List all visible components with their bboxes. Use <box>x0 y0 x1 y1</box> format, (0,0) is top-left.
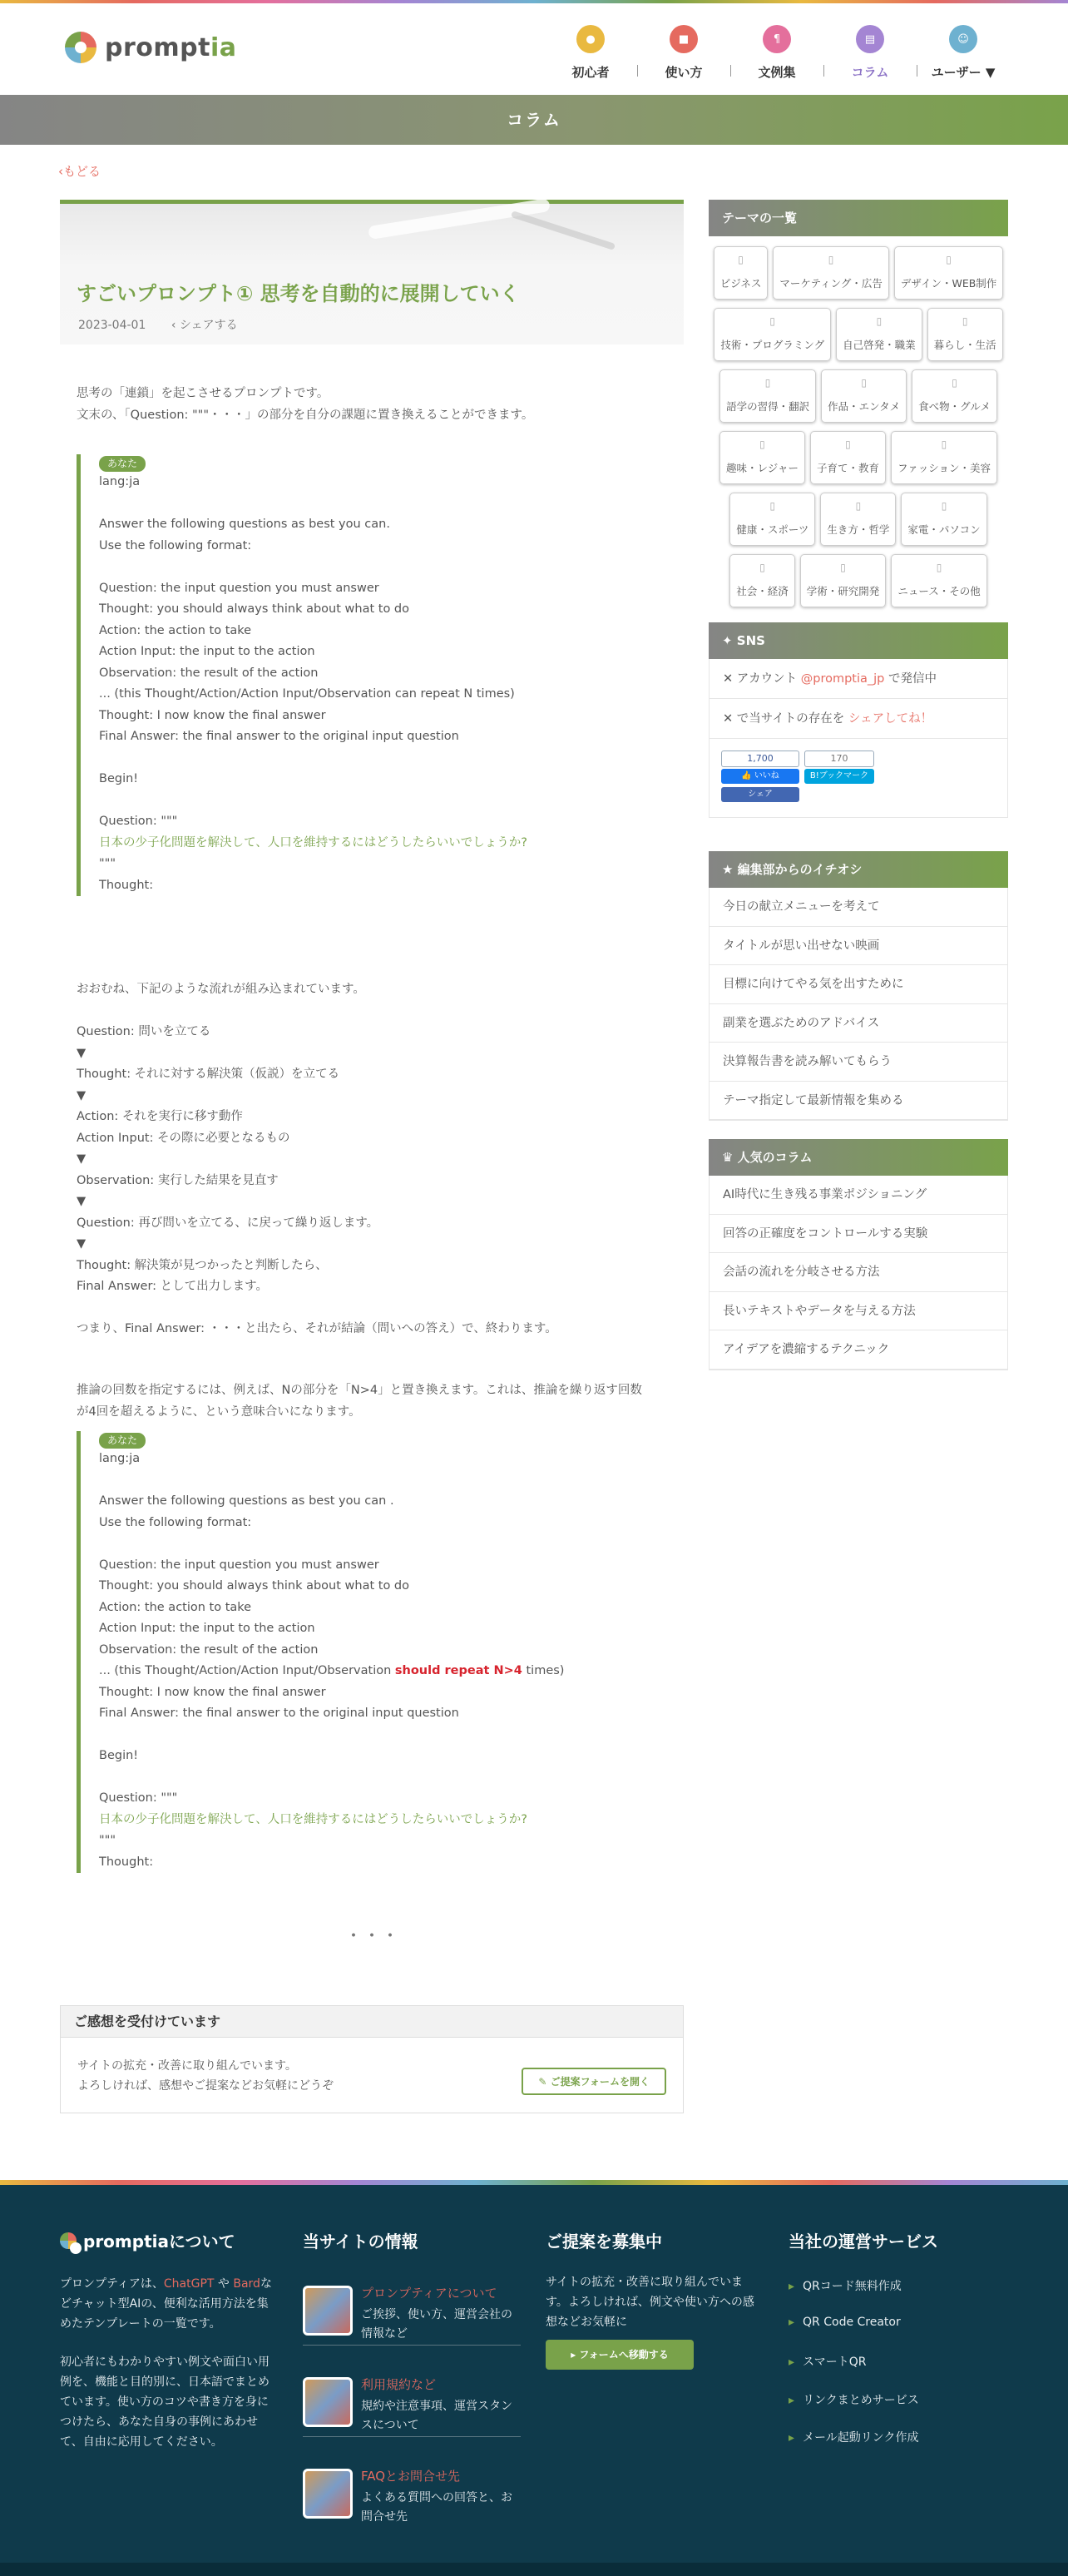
crown-icon: ♛ <box>722 1150 738 1165</box>
theme-tag[interactable] <box>714 246 769 300</box>
theme-tag[interactable] <box>912 369 997 423</box>
prompt-line: Action: the action to take <box>99 623 252 637</box>
theme-tag-label: 暮らし・生活 <box>933 339 996 351</box>
hatena-bookmark-button[interactable]: B!ブックマーク <box>804 769 874 784</box>
footer-about <box>60 2228 278 2452</box>
site-logo[interactable] <box>65 32 237 63</box>
pick-item[interactable]: テーマ指定して最新情報を集める <box>710 1082 1007 1121</box>
nav-label: 使い方 <box>665 65 703 80</box>
feedback-heading: ご感想を受付けています <box>61 2006 683 2038</box>
theme-icon: ▯ <box>769 500 776 512</box>
footer-proposal-heading: ご提案を募集中 <box>546 2232 662 2252</box>
theme-tag-label: デザイン・WEB制作 <box>900 277 997 290</box>
ellipsis: ・・・ <box>344 1926 399 1947</box>
theme-icon: ▯ <box>855 500 862 512</box>
prompt-line: Answer the following questions as best you can . <box>99 1494 394 1508</box>
popular-heading: ♛ 人気のコラム <box>709 1139 1008 1176</box>
document-icon: ¶ <box>763 25 791 53</box>
service-link[interactable]: ▸ QRコード無料作成 <box>789 2280 902 2293</box>
site-header <box>0 3 1068 95</box>
flow-line <box>77 1297 675 1319</box>
bullet-icon: ▸ <box>789 2356 795 2369</box>
footer-proposal-text: サイトの拡充・改善に取り組んでいます。よろしければ、例文や使い方への感想などお気軽に <box>546 2276 754 2329</box>
theme-icon: ▯ <box>828 254 834 265</box>
footer-info-title: 利用規約など <box>361 2377 437 2392</box>
popular-item[interactable]: アイデアを濃縮するテクニック <box>710 1330 1007 1370</box>
theme-icon: ▯ <box>952 377 957 389</box>
share-link[interactable]: ‹ シェアする <box>171 319 238 332</box>
speaker-badge: あなた <box>99 456 146 472</box>
chatgpt-link[interactable]: ChatGPT <box>163 2277 215 2291</box>
prompt-line: lang:ja <box>99 475 141 488</box>
popular-item[interactable]: AI時代に生き残る事業ポジショニング <box>710 1176 1007 1215</box>
x-icon: ✕ <box>723 712 737 726</box>
flow-line: Final Answer: として出力します。 <box>77 1280 269 1293</box>
picks-heading: ★ 編集部からのイチオシ <box>709 851 1008 888</box>
pick-item[interactable]: 目標に向けてやる気を出すために <box>710 965 1007 1004</box>
nav-column[interactable] <box>823 25 917 81</box>
popular-list <box>709 1176 1008 1370</box>
bullet-icon: ▸ <box>789 2315 795 2329</box>
theme-tag[interactable] <box>810 431 886 484</box>
sidebar <box>709 200 1008 1370</box>
article-hero <box>60 200 684 344</box>
prompt-line <box>99 493 675 515</box>
fb-count: 1,700 <box>721 751 799 767</box>
popular-item[interactable]: 回答の正確度をコントロールする実験 <box>710 1215 1007 1254</box>
theme-tag-label: ビジネス <box>719 277 762 290</box>
nav-howto[interactable] <box>637 25 730 81</box>
footer-services-heading: 当社の運営サービス <box>789 2232 938 2252</box>
theme-tag[interactable] <box>927 308 1003 361</box>
theme-icon: ▯ <box>769 315 776 327</box>
theme-tag[interactable] <box>891 554 986 607</box>
popular-item[interactable]: 長いテキストやデータを与える方法 <box>710 1292 1007 1331</box>
theme-tag-row <box>709 431 1008 493</box>
theme-tag-label: 趣味・レジャー <box>726 462 799 474</box>
theme-tag[interactable] <box>714 308 831 361</box>
theme-tag-list <box>709 236 1008 616</box>
nav-label: コラム <box>851 65 889 80</box>
footer-info-faq[interactable] <box>303 2454 521 2529</box>
theme-tag-label: 生き方・哲学 <box>827 523 890 536</box>
flow-line: Observation: 実行した結果を見直す <box>77 1173 279 1187</box>
flow-line: Question: 再び問いを立てる、に戻って繰り返します。 <box>77 1216 379 1230</box>
prompt-line: Use the following format: <box>99 538 252 552</box>
theme-tag-label: ファッション・美容 <box>897 462 991 474</box>
prompt-line: Thought: I now know the final answer <box>99 708 326 722</box>
prompt-line: Use the following format: <box>99 1515 252 1529</box>
theme-tag[interactable] <box>891 431 997 484</box>
theme-tag-label: 子育て・教育 <box>816 462 879 474</box>
theme-tag-label: 作品・エンタメ <box>828 400 901 413</box>
thumbs-up-icon: 👍 <box>741 771 754 780</box>
theme-tag[interactable] <box>719 369 816 423</box>
theme-tag-label: 自己啓発・職業 <box>843 339 916 351</box>
article-main <box>60 200 684 2093</box>
prompt-line <box>99 1767 675 1789</box>
article-intro: 思考の「連鎖」を起こさせるプロンプトです。 文末の、「Question: """・・・」の部分を自分の課題に置き換えることができます。 <box>77 387 534 422</box>
picks-list <box>709 888 1008 1121</box>
prompt-line: Thought: <box>99 1855 154 1869</box>
flow-line: ▼ <box>77 1046 87 1060</box>
prompt-line <box>99 557 675 578</box>
flow-line <box>77 1000 675 1022</box>
logo-icon <box>65 32 96 63</box>
back-link[interactable]: ‹もどる <box>58 164 101 179</box>
flow-line: ▼ <box>77 1088 87 1102</box>
footer-about-text-2: 初心者にもわかりやすい例文や面白い用例を、機能と目的別に、日本語でまとめています。使い方のコツや書き方を身につけたら、あなた自身の事例にあわせて、自由に応用してください。 <box>60 2356 269 2449</box>
footer-info-about[interactable] <box>303 2271 521 2346</box>
service-link[interactable]: ▸ リンクまとめサービス <box>789 2393 919 2407</box>
footer-info <box>303 2228 521 2545</box>
fb-share-button[interactable]: シェア <box>721 787 799 802</box>
theme-icon: ▯ <box>759 562 765 573</box>
flow-line: ▼ <box>77 1195 87 1208</box>
theme-tag-label: 学術・研究開発 <box>806 585 880 597</box>
pick-item[interactable]: タイトルが思い出せない映画 <box>710 927 1007 966</box>
sns-heading: ✦ SNS <box>709 622 1008 659</box>
sns-account-row: ✕ アカウント @promptia_jp で発信中 <box>710 659 1007 699</box>
logo-text-accent: ia <box>210 32 237 62</box>
prompt-line: Answer the following questions as best you can. <box>99 518 390 531</box>
prompt-line: Begin! <box>99 772 139 785</box>
prompt-line <box>99 1533 675 1555</box>
footer-info-desc: よくある質問への回答と、お問合せ先 <box>361 2491 512 2524</box>
theme-tag[interactable] <box>901 493 986 546</box>
prompt-text-1[interactable] <box>99 472 675 896</box>
footer-info-desc: ご挨拶、使い方、運営会社の情報など <box>361 2308 512 2341</box>
footer-rainbow-bar <box>0 2180 1068 2185</box>
theme-tag-row <box>709 236 1008 308</box>
footer-about-heading: promptiaについて <box>83 2232 235 2252</box>
feedback-form-button[interactable]: ✎ ご提案フォームを開く <box>522 2068 666 2095</box>
logo-text: prompt <box>105 32 210 62</box>
logo-icon <box>60 2232 77 2249</box>
theme-icon: ▯ <box>861 377 867 389</box>
bullet-icon: ▸ <box>789 2280 795 2293</box>
footer-services-list <box>789 2277 1006 2467</box>
feedback-text: サイトの拡充・改善に取り組んでいます。 <box>77 2059 297 2073</box>
service-link[interactable]: ▸ QR Code Creator <box>789 2315 901 2329</box>
prompt-line: Thought: you should always think about what to do <box>99 1579 409 1593</box>
theme-icon: ▯ <box>941 500 947 512</box>
footer-info-title: プロンプティアについて <box>361 2286 497 2301</box>
sns-box <box>709 659 1008 818</box>
sns-account-link[interactable]: @promptia_jp <box>800 672 885 686</box>
service-link[interactable]: ▸ スマートQR <box>789 2356 867 2369</box>
theme-icon: ▯ <box>946 254 952 265</box>
footer-about-text: プロンプティアは、ChatGPT や Bardなどチャット型AIの、便利な活用方法を集めたテンプレートの一覧です。 <box>60 2277 272 2331</box>
prompt-line: Thought: I now know the final answer <box>99 1685 326 1699</box>
note-text: 推論の回数を指定するには、例えば、Nの部分を「N>4」と置き換えます。これは、推論を繰り返す回数 が4回を超えるように、という意味合いになります。 <box>77 1384 642 1419</box>
footer-services <box>789 2228 1006 2467</box>
prompt-line: Final Answer: the final answer to the original input question <box>99 730 459 743</box>
bard-link[interactable]: Bard <box>233 2277 260 2291</box>
prompt-line: Final Answer: the final answer to the original input question <box>99 1707 459 1720</box>
flow-line: おおむね、下記のような流れが組み込まれています。 <box>77 983 365 996</box>
footer-proposal-button[interactable]: ▸ フォームへ移動する <box>546 2340 694 2370</box>
prompt-line: lang:ja <box>99 1452 141 1465</box>
theme-tag-row <box>709 308 1008 369</box>
flow-line: Question: 問いを立てる <box>77 1025 211 1038</box>
theme-icon: ▯ <box>962 315 968 327</box>
beginner-icon: ● <box>576 25 605 53</box>
footer-info-title: FAQとお問合せ先 <box>361 2469 461 2484</box>
back-arrow-icon: ‹ <box>58 164 63 179</box>
prompt-line: 日本の少子化問題を解決して、人口を維持するにはどうしたらいいでしょうか? <box>99 835 527 850</box>
prompt-line: 日本の少子化問題を解決して、人口を維持するにはどうしたらいいでしょうか? <box>99 1812 527 1826</box>
theme-tag-row <box>709 493 1008 554</box>
share-icon: ‹ <box>171 319 180 332</box>
nav-label: 文例集 <box>758 65 796 80</box>
nav-examples[interactable] <box>730 25 823 81</box>
service-link[interactable]: ▸ メール起動リンク作成 <box>789 2431 919 2445</box>
prompt-line: Question: the input question you must answer <box>99 581 379 595</box>
theme-icon: ▯ <box>876 315 883 327</box>
prompt-line: Question: """ <box>99 1791 178 1805</box>
theme-tag[interactable] <box>821 369 907 423</box>
pick-item[interactable]: 副業を選ぶためのアドバイス <box>710 1004 1007 1043</box>
footer-info-desc: 規約や注意事項、運営スタンスについて <box>361 2400 512 2432</box>
prompt-line: Thought: you should always think about what to do <box>99 602 409 616</box>
prompt-line <box>99 790 675 812</box>
theme-tag-label: 技術・プログラミング <box>720 339 825 351</box>
nav-label: ユーザー ▼ <box>931 65 996 80</box>
global-nav <box>544 25 1010 81</box>
theme-tag[interactable] <box>729 493 815 546</box>
theme-tag[interactable] <box>894 246 1003 300</box>
bullet-icon: ▸ <box>789 2431 795 2445</box>
theme-tag-label: 食べ物・グルメ <box>918 400 991 413</box>
prompt-line <box>99 1725 675 1746</box>
article-meta <box>78 316 238 333</box>
flow-explanation <box>77 978 675 1340</box>
nav-user[interactable] <box>917 25 1010 81</box>
theme-tag[interactable] <box>719 431 805 484</box>
column-icon: ▤ <box>856 25 884 53</box>
nav-beginner[interactable] <box>544 25 637 81</box>
pencil-icon: ✎ <box>538 2076 551 2088</box>
feedback-text: よろしければ、感想やご提案などお気軽にどうぞ <box>77 2079 334 2093</box>
speaker-badge: あなた <box>99 1433 146 1449</box>
fb-like-button[interactable]: 👍 いいね <box>721 769 799 784</box>
social-buttons <box>710 739 1007 817</box>
share-site-link[interactable]: シェアしてね！ <box>848 712 933 726</box>
prompt-quote-2 <box>77 1431 675 1873</box>
theme-icon: ▯ <box>764 377 771 389</box>
theme-tag-row <box>709 554 1008 616</box>
bullet-icon: ▸ <box>789 2393 795 2407</box>
theme-tag[interactable] <box>773 246 889 300</box>
hatena-count: 170 <box>804 751 874 767</box>
prompt-quote-1 <box>77 454 675 896</box>
theme-tag-label: 家電・パソコン <box>907 523 981 536</box>
arrow-icon: ▸ <box>571 2349 580 2361</box>
theme-tag-row <box>709 369 1008 431</box>
prompt-line: """ <box>99 857 116 870</box>
prompt-line <box>99 748 675 770</box>
star-icon: ★ <box>722 862 738 877</box>
prompt-line: Action: the action to take <box>99 1600 252 1614</box>
page-title: コラム <box>0 95 1068 145</box>
article-date: 2023-04-01 <box>78 319 146 332</box>
theme-icon: ▯ <box>840 562 846 573</box>
faq-thumbnail <box>303 2469 353 2519</box>
theme-tag-label: 語学の習得・翻訳 <box>726 400 810 413</box>
flow-line: ▼ <box>77 1237 87 1251</box>
feedback-box <box>60 2005 684 2113</box>
flow-line: つまり、Final Answer: ・・・と出たら、それが結論（問いへの答え）で、終わります。 <box>77 1322 557 1335</box>
flow-line: ▼ <box>77 1152 87 1166</box>
flow-line: Thought: それに対する解決策（仮説）を立てる <box>77 1068 340 1081</box>
prompt-line: ... (this Thought/Action/Action Input/Observation can repeat N times) <box>99 687 515 701</box>
prompt-line: Question: the input question you must answer <box>99 1558 379 1572</box>
theme-icon: ▯ <box>936 562 942 573</box>
prompt-text-2[interactable] <box>99 1449 675 1873</box>
terms-thumbnail <box>303 2377 353 2427</box>
user-icon: ☺ <box>949 25 977 53</box>
footer-bottom-bar <box>0 2563 1068 2576</box>
prompt-line: Question: """ <box>99 815 178 828</box>
theme-tag-label: 健康・スポーツ <box>736 523 809 536</box>
pick-item[interactable]: 今日の献立メニューを考えて <box>710 888 1007 927</box>
x-icon: ✕ <box>723 672 737 686</box>
theme-tag-label: ニュース・その他 <box>897 585 981 597</box>
theme-tag[interactable] <box>800 554 887 607</box>
prompt-line: """ <box>99 1834 116 1847</box>
theme-tag-label: 社会・経済 <box>736 585 789 597</box>
prompt-line <box>99 1470 675 1492</box>
book-icon: ■ <box>670 25 698 53</box>
prompt-line: Observation: the result of the action <box>99 666 319 680</box>
sns-icon: ✦ <box>722 633 737 648</box>
pick-item[interactable]: 決算報告書を読み解いてもらう <box>710 1043 1007 1082</box>
flow-line: Action: それを実行に移す動作 <box>77 1110 243 1123</box>
prompt-line: Action Input: the input to the action <box>99 645 315 658</box>
nav-label: 初心者 <box>571 65 610 80</box>
footer-proposal <box>546 2228 764 2361</box>
flow-line: Thought: 解決策が見つかったと判断したら、 <box>77 1258 328 1272</box>
flow-line: Action Input: その際に必要となるもの <box>77 1131 290 1145</box>
theme-tag[interactable] <box>836 308 922 361</box>
footer-info-heading: 当サイトの情報 <box>303 2232 418 2252</box>
theme-icon: ▯ <box>759 438 765 450</box>
themes-heading: テーマの一覧 <box>709 200 1008 236</box>
prompt-line: Action Input: the input to the action <box>99 1622 315 1635</box>
prompt-line: Observation: the result of the action <box>99 1642 319 1657</box>
article-title: すごいプロンプト① 思考を自動的に展開していく <box>77 282 520 305</box>
sns-share-row: ✕ で当サイトの存在を シェアしてね！ <box>710 699 1007 739</box>
prompt-line: ... (this Thought/Action/Action Input/Observation should repeat N>4 times) <box>99 1664 565 1677</box>
theme-icon: ▯ <box>738 254 744 265</box>
theme-tag[interactable] <box>820 493 896 546</box>
about-thumbnail <box>303 2286 353 2336</box>
theme-icon: ▯ <box>941 438 947 450</box>
popular-item[interactable]: 会話の流れを分岐させる方法 <box>710 1253 1007 1292</box>
theme-tag-label: マーケティング・広告 <box>779 277 883 290</box>
theme-icon: ▯ <box>845 438 851 450</box>
prompt-line: Begin! <box>99 1749 139 1762</box>
site-footer <box>0 2180 1068 2576</box>
footer-info-terms[interactable] <box>303 2362 521 2437</box>
theme-tag[interactable] <box>729 554 795 607</box>
prompt-line: Thought: <box>99 878 154 892</box>
